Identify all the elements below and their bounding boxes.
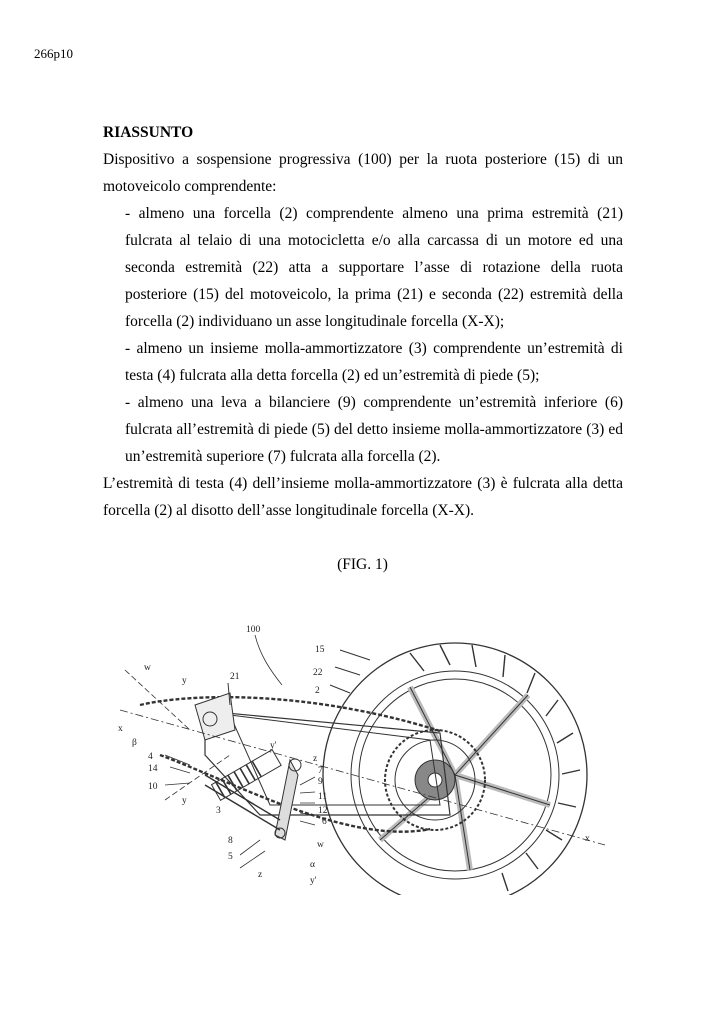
label-x-left: x bbox=[118, 724, 123, 734]
label-14: 14 bbox=[148, 764, 158, 774]
label-x-right: x bbox=[585, 834, 590, 844]
abstract-heading: RIASSUNTO bbox=[103, 124, 194, 141]
figure-caption: (FIG. 1) bbox=[337, 556, 388, 573]
swingarm bbox=[205, 711, 450, 815]
label-y-top: y bbox=[182, 676, 187, 686]
label-9: 9 bbox=[318, 777, 323, 787]
label-6: 6 bbox=[322, 817, 327, 827]
abstract-intro: Dispositivo a sospensione progressiva (100) per la ruota posteriore (15) di un motoveicolo comprendente: bbox=[103, 151, 623, 195]
abstract-item: - almeno una leva a bilanciere (9) comprendente un’estremità inferiore (6) fulcrata all’estremità di piede (5) del detto insieme molla-ammortizzatore (3) ed un’estremità superiore (7) fulcrata alla forcella (2). bbox=[125, 394, 623, 465]
label-z-top: z bbox=[313, 754, 318, 764]
label-beta: β bbox=[132, 738, 137, 748]
abstract bbox=[103, 119, 623, 524]
label-w-bottom: w bbox=[317, 840, 324, 850]
label-100: 100 bbox=[246, 625, 261, 635]
label-y-prime-bottom: y' bbox=[310, 876, 317, 886]
abstract-conclusion: L’estremità di testa (4) dell’insieme molla-ammortizzatore (3) è fulcrata alla detta forcella (2) al disotto dell’asse longitudinale forcella (X-X). bbox=[103, 475, 623, 519]
label-22: 22 bbox=[313, 668, 323, 678]
label-w-top: w bbox=[144, 663, 151, 673]
label-21: 21 bbox=[230, 672, 240, 682]
page-id: 266p10 bbox=[34, 46, 73, 61]
label-y-mid: y bbox=[182, 796, 187, 806]
abstract-item: - almeno una forcella (2) comprendente almeno una prima estremità (21) fulcrata al telaio di una motocicletta e/o alla carcassa di un motore ed una seconda estremità (22) atta a supportare l’asse di rotazione della ruota posteriore (15) del motoveicolo, la prima (21) e seconda (22) estremità della forcella (2) individuano un asse longitudinale forcella (X-X); bbox=[125, 205, 623, 330]
label-11: 11 bbox=[318, 792, 328, 802]
label-alpha: α bbox=[310, 860, 315, 870]
label-4: 4 bbox=[148, 752, 153, 762]
spring-damper bbox=[212, 750, 282, 801]
suspension-figure bbox=[110, 615, 615, 895]
label-3: 3 bbox=[216, 806, 221, 816]
label-5: 5 bbox=[228, 852, 233, 862]
label-2: 2 bbox=[315, 686, 320, 696]
label-10: 10 bbox=[148, 782, 158, 792]
label-y-prime-top: y' bbox=[270, 741, 277, 751]
label-8: 8 bbox=[228, 836, 233, 846]
abstract-item: - almeno un insieme molla-ammortizzatore (3) comprendente un’estremità di testa (4) fulcrata alla detta forcella (2) ed un’estremità di piede (5); bbox=[125, 340, 623, 384]
label-15: 15 bbox=[315, 645, 325, 655]
label-12: 12 bbox=[318, 806, 328, 816]
label-z-bottom: z bbox=[258, 870, 263, 880]
label-7: 7 bbox=[318, 766, 323, 776]
